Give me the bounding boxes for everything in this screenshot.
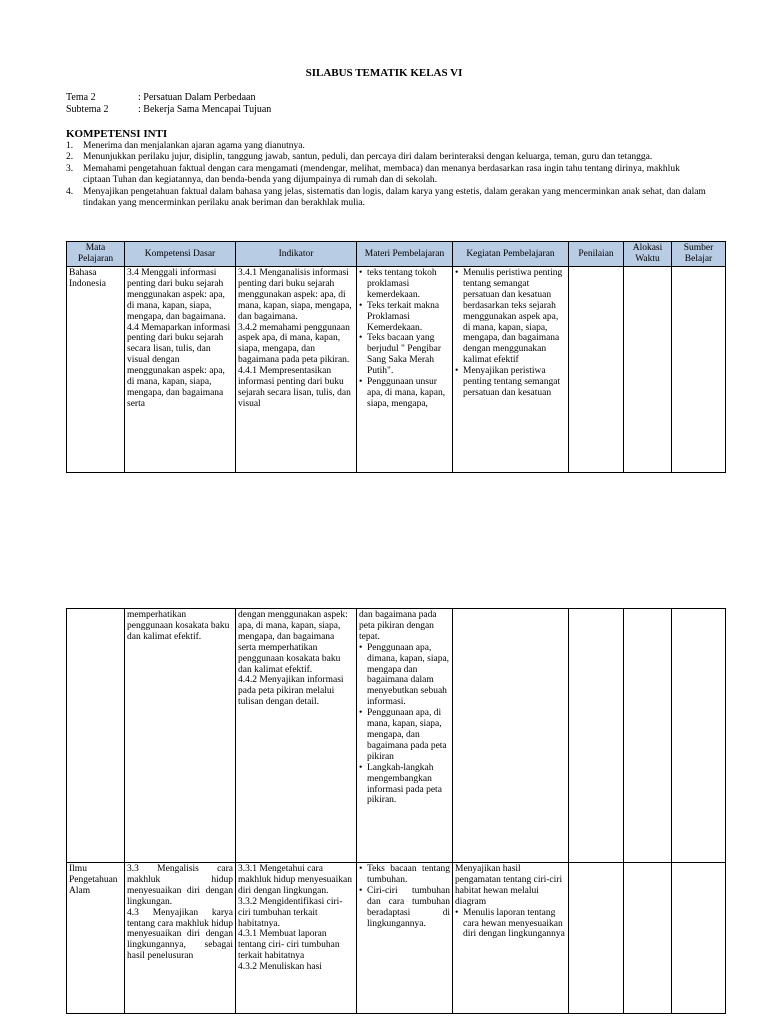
- cell-text: 3.3.1 Mengetahui cara makhluk hidup menyesuaikan diri dengan lingkungan. 3.3.2 Mengidentifikasi ciri-ciri tumbuhan terkait habitatnya. 4.3.1 Membuat laporan tentang ciri- ciri tumbuhan terkait habitatnya 4.3.2 Menuliskan hasi: [238, 864, 352, 973]
- cell-time: [624, 863, 672, 1014]
- list-text: Menyajikan pengetahuan faktual dalam bahasa yang jelas, sistematis dan logis, dalam karya yang estetis, dalam gerakan yang mencerminkan anak sehat, dan dalam tindakan yang mencerminkan perilaku anak beriman dan berakhlak mulia.: [83, 186, 706, 209]
- theme-row: [66, 92, 271, 104]
- cell-basic-competency: memperhatikan penggunaan kosakata baku dan kalimat efektif.: [125, 609, 236, 863]
- table-header-row: [67, 242, 726, 267]
- syllabus-table-part-2: [66, 608, 726, 1014]
- core-competency-list: [66, 141, 706, 209]
- list-item: • Penggunaan apa, dimana, kapan, siapa, mengapa dan bagaimana dalam menyebutkan sebuah informasi.: [359, 643, 450, 708]
- header-indicator: Indikator: [236, 242, 357, 267]
- list-item: • teks tentang tokoh proklamasi kemerdekaan.: [359, 268, 450, 301]
- activity-list: [455, 908, 566, 941]
- cell-text: 3.4 Menggali informasi penting dari buku sejarah menggunakan aspek: apa, di mana, kapan, siapa, mengapa, dan bagaimana. 4.4 Memaparkan informasi penting dari buku sejarah secara lisan, tulis, dan visual dengan menggunakan aspek: apa, di mana, kapan, siapa, mengapa, dan bagaimana serta: [127, 268, 231, 409]
- header-basic-competency: Kompetensi Dasar: [125, 242, 236, 267]
- syllabus-table-part-1: [66, 241, 726, 473]
- cell-source: [672, 609, 726, 863]
- cell-basic-competency: [125, 267, 236, 473]
- list-number: 3.: [66, 163, 74, 174]
- header-source: Sumber Belajar: [672, 242, 726, 267]
- list-text: Menunjukkan perilaku jujur, disiplin, tanggung jawab, santun, peduli, dan percaya diri dalam berinteraksi dengan keluarga, teman, guru dan tetangga.: [83, 152, 653, 163]
- activity-list: [455, 268, 566, 399]
- material-list: [359, 268, 450, 410]
- cell-time: [624, 609, 672, 863]
- list-item: [66, 187, 706, 210]
- list-item: • Teks terkait makna Proklamasi Kemerdekaan.: [359, 301, 450, 334]
- header-assessment: Penilaian: [569, 242, 624, 267]
- cell-text: 3.4.1 Menganalisis informasi penting dari buku sejarah menggunakan aspek: apa, di mana, kapan, siapa, mengapa, dan bagaimana. 3.4.2 memahami penggunaan aspek apa, di mana, kapan, siapa, mengapa, dan bagaimana pada peta pikiran. 4.4.1 Mempresentasikan informasi penting dari buku sejarah secara lisan, tulis, dan visual: [238, 268, 352, 409]
- theme-label: Tema 2: [66, 92, 96, 103]
- list-item: • Teks bacaan yang berjudul " Pengibar Sang Saka Merah Putih".: [359, 333, 450, 377]
- header-material: Materi Pembelajaran: [357, 242, 453, 267]
- list-text: Menerima dan menjalankan ajaran agama yang dianutnya.: [83, 141, 305, 151]
- cell-indicator: [236, 609, 357, 863]
- theme-value: : Persatuan Dalam Perbedaan: [138, 92, 256, 103]
- cell-time: [624, 267, 672, 473]
- activity-lead: Menyajikan hasil pengamatan tentang ciri-ciri habitat hewan melalui diagram: [455, 864, 563, 907]
- list-item: [66, 164, 706, 187]
- cell-assessment: [569, 863, 624, 1014]
- list-item: • Menulis peristiwa penting tentang semangat persatuan dan kesatuan berdasarkan teks sejarah menggunakan aspek apa, di mana, kapan, siapa, mengapa, dan bagaimana dengan menggunakan kalimat efektif: [455, 268, 566, 366]
- core-competency-heading: KOMPETENSI INTI: [66, 128, 168, 140]
- subtheme-row: [66, 104, 271, 116]
- list-item: • Penggunaan unsur apa, di mana, kapan, siapa, mengapa,: [359, 377, 450, 410]
- cell-material: [357, 609, 453, 863]
- cell-source: [672, 267, 726, 473]
- cell-assessment: [569, 267, 624, 473]
- cell-subject: Bahasa Indonesia: [67, 267, 125, 473]
- subtheme-label: Subtema 2: [66, 104, 109, 115]
- cell-indicator: [236, 267, 357, 473]
- header-activity: Kegiatan Pembelajaran: [453, 242, 569, 267]
- cell-basic-competency: [125, 863, 236, 1014]
- cell-material: [357, 267, 453, 473]
- cell-activity: [453, 863, 569, 1014]
- list-item: • Teks bacaan tentang tumbuhan.: [359, 864, 450, 886]
- list-item: [66, 141, 706, 152]
- list-number: 4.: [66, 186, 74, 197]
- list-item: • Langkah-langkah mengembangkan informasi pada peta pikiran.: [359, 763, 450, 807]
- table-row: [67, 609, 726, 863]
- list-number: 2.: [66, 152, 74, 163]
- list-item: • Penggunaan apa, di mana, kapan, siapa, mengapa, dan bagaimana pada peta pikiran: [359, 708, 450, 763]
- cell-activity: [453, 267, 569, 473]
- list-item: [66, 152, 706, 163]
- cell-material: [357, 863, 453, 1014]
- table-row: [67, 267, 726, 473]
- table-row: [67, 863, 726, 1014]
- cell-activity: [453, 609, 569, 863]
- cell-assessment: [569, 609, 624, 863]
- header-subject: Mata Pelajaran: [67, 242, 125, 267]
- list-item: • Menulis laporan tentang cara hewan menyesuaikan diri dengan lingkungannya: [455, 908, 566, 941]
- material-list: [359, 643, 450, 807]
- material-lead: dan bagaimana pada peta pikiran dengan tepat.: [359, 610, 437, 642]
- list-item: • Ciri-ciri tumbuhan dan cara tumbuhan beradaptasi di lingkungannya.: [359, 886, 450, 930]
- cell-text: Ilmu Pengetahuan Alam: [69, 864, 118, 896]
- cell-source: [672, 863, 726, 1014]
- list-text: Memahami pengetahuan faktual dengan cara mengamati (mendengar, melihat, membaca) dan menanya berdasarkan rasa ingin tahu tentang dirinya, makhluk ciptaan Tuhan dan kegiatannya, dan benda-benda yang dijumpainya di rumah dan di sekolah.: [83, 163, 680, 186]
- theme-info: [66, 92, 271, 116]
- cell-subject: [67, 609, 125, 863]
- document-title: SILABUS TEMATIK KELAS VI: [305, 67, 463, 79]
- material-list: [359, 864, 450, 929]
- cell-subject: [67, 863, 125, 1014]
- cell-indicator: [236, 863, 357, 1014]
- list-item: • Menyajikan peristiwa penting tentang semangat persatuan dan kesatuan: [455, 366, 566, 399]
- header-time: Alokasi Waktu: [624, 242, 672, 267]
- list-number: 1.: [66, 141, 74, 151]
- subtheme-value: : Bekerja Sama Mencapai Tujuan: [138, 104, 272, 115]
- cell-text: 3.3 Mengalisis cara makhluk hidup menyesuaikan diri dengan lingkungan. 4.3 Menyajikan karya tentang cara makhluk hidup menyesuaikan diri dengan lingkungannya, sebagai hasil penelusuran: [127, 864, 233, 962]
- cell-text: dengan menggunakan aspek: apa, di mana, kapan, siapa, mengapa, dan bagaimana serta memperhatikan penggunaan kosakata baku dan kalimat efektif. 4.4.2 Menyajikan informasi pada peta pikiran melalui tulisan dengan detail.: [238, 610, 348, 708]
